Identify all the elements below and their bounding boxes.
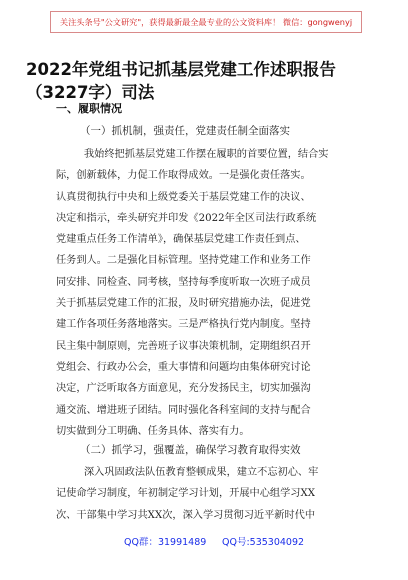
text-line: 深入巩固政法队伍教育整顿成果，建立不忘初心、牢 (84, 467, 319, 478)
text-line: 任务到人。二是强化目标管理。坚持党建工作和业务工作 (56, 255, 311, 267)
text-line: 我始终把抓基层党建工作摆在履职的首要位置，结合实 (84, 149, 329, 160)
document-title: 2022年党组书记抓基层党建工作述职报告（3227字）司法 (26, 60, 336, 102)
section-heading: 一、履职情况 (56, 102, 122, 115)
text-line: 决定和指示，牵头研究并印发《2022年全区司法行政系统 (56, 212, 317, 224)
paragraph-2 (56, 462, 356, 526)
subsection-heading-2: （二）抓学习，强覆盖，确保学习教育取得实效 (80, 444, 301, 456)
text-line: 记使命学习制度，年初制定学习计划，开展中心组学习XX (56, 488, 316, 500)
text-line: 认真贯彻执行中央和上级党委关于基层党建工作的决议、 (56, 191, 311, 203)
footer-qq-number: QQ号:535304092 (222, 537, 305, 548)
subsection-heading-1: （一）抓机制，强责任，党建责任制全面落实 (80, 125, 290, 137)
text-line: 决定，广泛听取各方面意见，充分发扬民主，切实加强沟 (56, 383, 311, 395)
text-line: 际，创新载体，力促工作取得成效。一是强化责任落实。 (56, 170, 311, 182)
footer (0, 534, 408, 550)
text-line: 同安排、同检查、同考核，坚持每季度听取一次班子成员 (56, 276, 311, 288)
header-banner: 关注头条号"公文研究"，获得最新最全最专业的公文资料库！ 微信：gongwenyj (50, 11, 362, 33)
text-line: 次、干部集中学习共XX次，深入学习贯彻习近平新时代中 (56, 509, 316, 521)
paragraph-1 (56, 144, 356, 442)
text-line: 民主集中制原则，完善班子议事决策机制，定期组织召开 (56, 340, 311, 352)
text-line: 党组会、行政办公会，重大事情和问题均由集体研究讨论 (56, 361, 311, 373)
text-line: 关于抓基层党建工作的汇报，及时研究措施办法，促进党 (56, 298, 311, 310)
text-line: 通交流、增进班子团结。同时强化各科室间的支持与配合 (56, 404, 311, 416)
text-line: 切实做到分工明确、任务具体、落实有力。 (56, 425, 250, 437)
text-line: 党建重点任务工作清单》，确保基层党建工作责任到点、 (56, 234, 306, 246)
footer-qq-group: QQ群：31991489 (124, 537, 207, 548)
text-line: 建工作各项任务落地落实。三是严格执行党内制度。坚持 (56, 319, 311, 331)
